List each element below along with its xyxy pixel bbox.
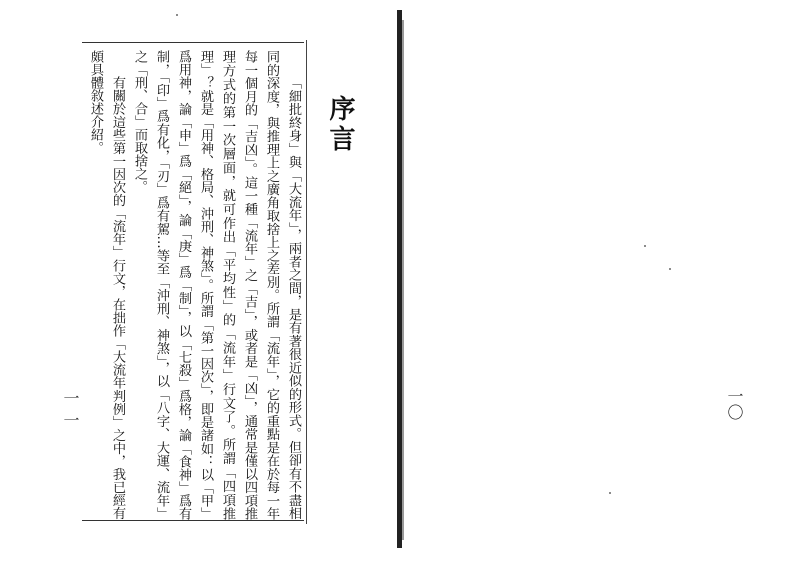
title-divider-rule bbox=[306, 40, 307, 524]
scan-speck bbox=[609, 492, 611, 494]
page-number-left: 一一 bbox=[61, 390, 80, 434]
paragraph-2: 有關於這些第一因次的「流年」行文，在拙作「大流年判例」之中，我已經有頗具體敘述介紹。 bbox=[88, 50, 125, 520]
bottom-rule bbox=[82, 520, 304, 521]
page-title: 序言 bbox=[325, 95, 355, 155]
scan-speck bbox=[644, 245, 646, 247]
page-number-right: 一〇 bbox=[725, 388, 744, 420]
right-page bbox=[404, 0, 793, 561]
top-rule bbox=[82, 42, 304, 43]
preface-body bbox=[84, 50, 304, 520]
scan-speck bbox=[669, 268, 671, 270]
paragraph-1: 「細批終身」與「大流年」，兩者之間，是有著很近似的形式。但卻有不盡相同的深度，與推理上之廣角取捨上之差別。所謂「流年」，它的重點是在於每一年每一個月的「吉凶」。這一種「流年」之「吉」，或者是「凶」，通常是僅以四項推理方式的第一次層面，就可作出「平均性」的「流年」行文了。所謂「四項推理」？就是「用神、格局、沖刑、神煞」。所謂「第一因次」，即是諸如：以「甲」爲用神，論「申」爲「絕」，論「庚」爲「制」，以「七殺」爲格，論「食神」爲有制，「印」爲有化，「刃」爲有駕…等至「沖刑、神煞」，以「八字、大運、流年」之「刑、合」而取捨之。 bbox=[132, 50, 301, 520]
scan-speck bbox=[176, 14, 178, 16]
